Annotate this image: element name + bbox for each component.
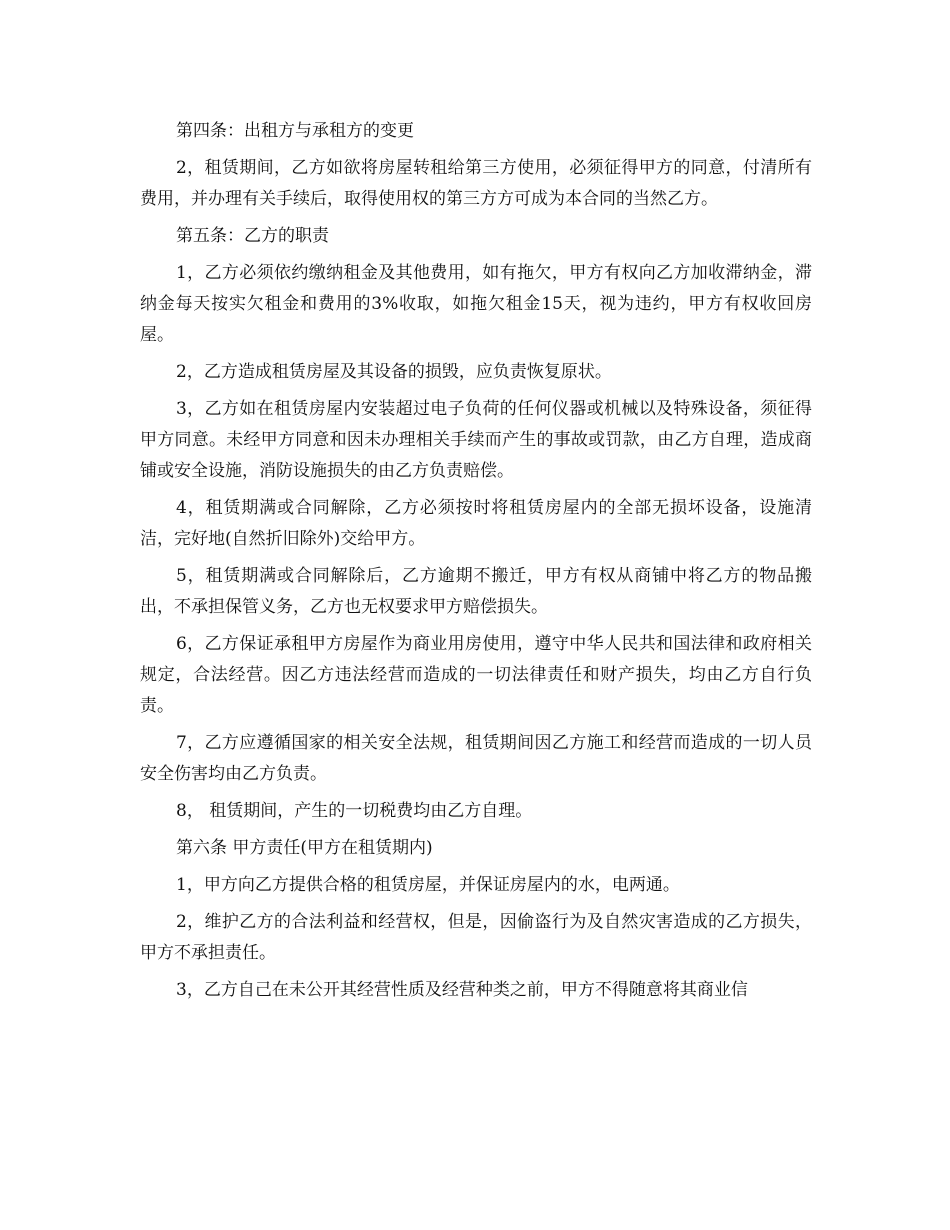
document-body bbox=[140, 116, 812, 1012]
clause-5-4: 4，租赁期满或合同解除，乙方必须按时将租赁房屋内的全部无损坏设备，设施清洁，完好地(自然折旧除外)交给甲方。 bbox=[140, 498, 812, 549]
clause-5-2: 2，乙方造成租赁房屋及其设备的损毁，应负责恢复原状。 bbox=[176, 362, 612, 382]
heading-article-5: 第五条：乙方的职责 bbox=[176, 226, 329, 246]
clause-5-8: 8， 租赁期间，产生的一切税费均由乙方自理。 bbox=[176, 801, 533, 821]
heading-article-6: 第六条 甲方责任(甲方在租赁期内) bbox=[176, 838, 433, 858]
heading-article-4: 第四条：出租方与承租方的变更 bbox=[176, 121, 414, 141]
clause-4-2: 2，租赁期间，乙方如欲将房屋转租给第三方使用，必须征得甲方的同意，付清所有费用，并办理有关手续后，取得使用权的第三方方可成为本合同的当然乙方。 bbox=[140, 158, 812, 209]
clause-6-1: 1，甲方向乙方提供合格的租赁房屋，并保证房屋内的水，电两通。 bbox=[176, 875, 680, 895]
clause-5-5: 5，租赁期满或合同解除后，乙方逾期不搬迁，甲方有权从商铺中将乙方的物品搬出，不承担保管义务，乙方也无权要求甲方赔偿损失。 bbox=[140, 566, 812, 617]
clause-6-2: 2，维护乙方的合法利益和经营权，但是，因偷盗行为及自然灾害造成的乙方损失，甲方不承担责任。 bbox=[140, 912, 812, 963]
clause-5-6: 6，乙方保证承租甲方房屋作为商业用房使用，遵守中华人民共和国法律和政府相关规定，合法经营。因乙方违法经营而造成的一切法律责任和财产损失，均由乙方自行负责。 bbox=[140, 634, 812, 716]
clause-5-1: 1，乙方必须依约缴纳租金及其他费用，如有拖欠，甲方有权向乙方加收滞纳金，滞纳金每天按实欠租金和费用的3%收取，如拖欠租金15天，视为违约，甲方有权收回房屋。 bbox=[140, 263, 812, 345]
clause-5-7: 7，乙方应遵循国家的相关安全法规，租赁期间因乙方施工和经营而造成的一切人员安全伤害均由乙方负责。 bbox=[140, 733, 812, 784]
clause-6-3: 3，乙方自己在未公开其经营性质及经营种类之前，甲方不得随意将其商业信 bbox=[176, 980, 748, 1000]
clause-5-3: 3，乙方如在租赁房屋内安装超过电子负荷的任何仪器或机械以及特殊设备，须征得甲方同意。未经甲方同意和因未办理相关手续而产生的事故或罚款，由乙方自理，造成商铺或安全设施，消防设施损失的由乙方负责赔偿。 bbox=[140, 399, 812, 481]
